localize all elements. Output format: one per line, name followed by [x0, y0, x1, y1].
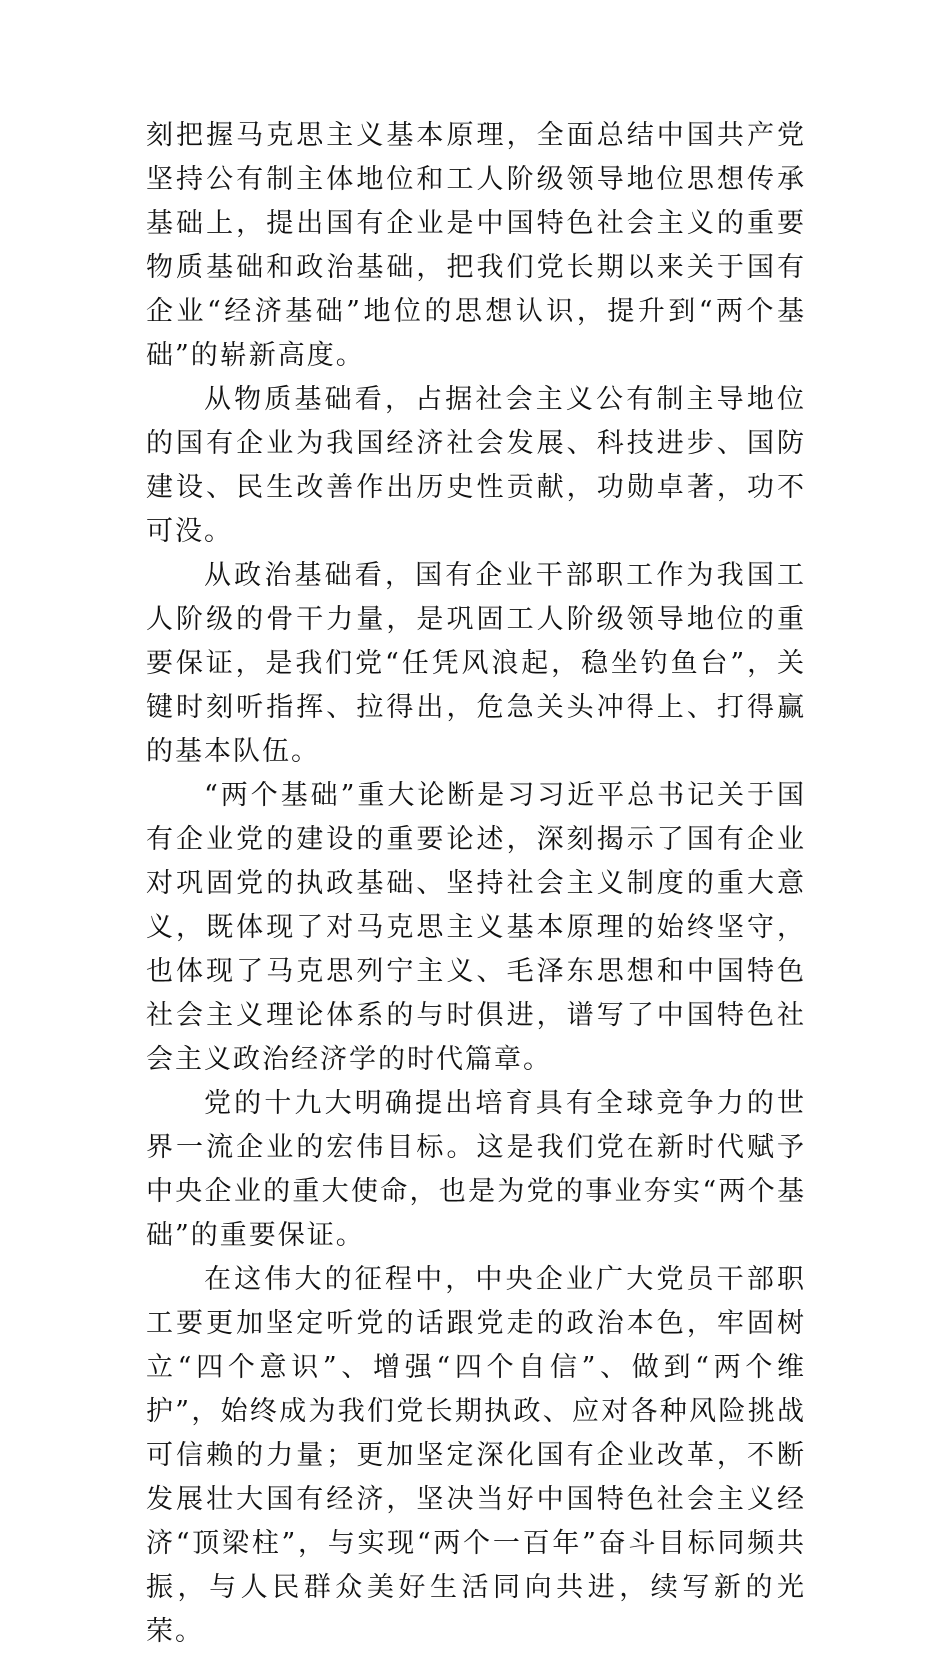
- paragraph-great-journey: 在这伟大的征程中，中央企业广大党员干部职工要更加坚定听党的话跟党走的政治本色，牢固树立“四个意识”、增强“四个自信”、做到“两个维护”，始终成为我们党长期执政、应对各种风险挑战可信赖的力量；更加坚定深化国有企业改革，不断发展壮大国有经济，坚决当好中国特色社会主义经济“顶梁柱”，与实现“两个一百年”奋斗目标同频共振，与人民群众美好生活同向共进，续写新的光荣。: [146, 1264, 806, 1647]
- paragraph-political-foundation: 从政治基础看，国有企业干部职工作为我国工人阶级的骨干力量，是巩固工人阶级领导地位的重要保证，是我们党“任凭风浪起，稳坐钓鱼台”，关键时刻听指挥、拉得出，危急关头冲得上、打得赢的基本队伍。: [146, 560, 806, 767]
- paragraph-continued: 刻把握马克思主义基本原理，全面总结中国共产党坚持公有制主体地位和工人阶级领导地位思想传承基础上，提出国有企业是中国特色社会主义的重要物质基础和政治基础，把我们党长期以来关于国有企业“经济基础”地位的思想认识，提升到“两个基础”的崭新高度。: [146, 120, 806, 371]
- paragraph-material-foundation: 从物质基础看，占据社会主义公有制主导地位的国有企业为我国经济社会发展、科技进步、国防建设、民生改善作出历史性贡献，功勋卓著，功不可没。: [146, 384, 806, 547]
- paragraph-nineteenth-congress: 党的十九大明确提出培育具有全球竞争力的世界一流企业的宏伟目标。这是我们党在新时代赋予中央企业的重大使命，也是为党的事业夯实“两个基础”的重要保证。: [146, 1088, 806, 1251]
- document-body: [146, 114, 806, 1654]
- paragraph-two-foundations-thesis: “两个基础”重大论断是习习近平总书记关于国有企业党的建设的重要论述，深刻揭示了国有企业对巩固党的执政基础、坚持社会主义制度的重大意义，既体现了对马克思主义基本原理的始终坚守，也体现了马克思列宁主义、毛泽东思想和中国特色社会主义理论体系的与时俱进，谱写了中国特色社会主义政治经济学的时代篇章。: [146, 780, 806, 1075]
